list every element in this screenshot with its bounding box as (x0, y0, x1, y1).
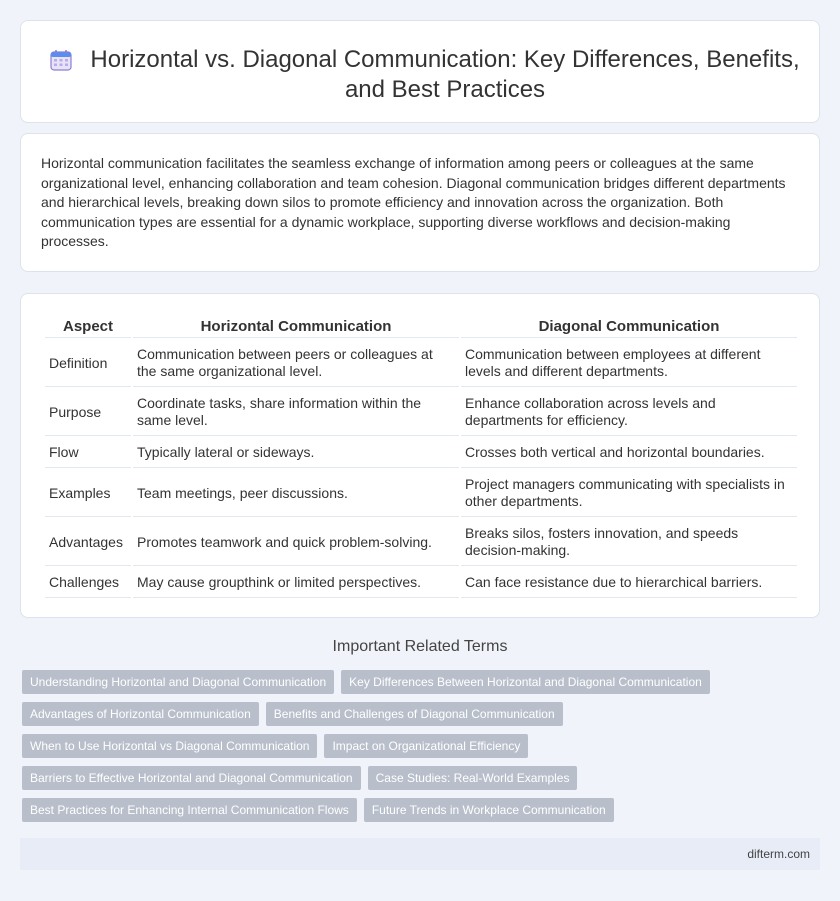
table-header-row (45, 314, 797, 338)
row-aspect: Examples (45, 470, 131, 517)
row-diagonal: Communication between employees at different levels and different departments. (461, 340, 797, 387)
related-term-tag[interactable]: Best Practices for Enhancing Internal Communication Flows (22, 798, 357, 822)
calendar-icon (49, 48, 73, 72)
related-terms-list (22, 670, 822, 822)
row-horizontal: May cause groupthink or limited perspectives. (133, 568, 459, 598)
row-aspect: Advantages (45, 519, 131, 566)
related-term-tag[interactable]: Future Trends in Workplace Communication (364, 798, 614, 822)
site-link[interactable]: difterm.com (747, 847, 810, 861)
related-term-tag[interactable]: Benefits and Challenges of Diagonal Communication (266, 702, 563, 726)
row-diagonal: Breaks silos, fosters innovation, and speeds decision-making. (461, 519, 797, 566)
table-row (45, 568, 797, 598)
related-term-tag[interactable]: Key Differences Between Horizontal and Diagonal Communication (341, 670, 710, 694)
table-row (45, 438, 797, 468)
page-title: Horizontal vs. Diagonal Communication: Key Differences, Benefits, and Best Practices (90, 46, 800, 103)
row-horizontal: Promotes teamwork and quick problem-solving. (133, 519, 459, 566)
header-diagonal: Diagonal Communication (461, 314, 797, 338)
row-diagonal: Enhance collaboration across levels and departments for efficiency. (461, 389, 797, 436)
intro-card (20, 133, 820, 272)
row-diagonal: Can face resistance due to hierarchical barriers. (461, 568, 797, 598)
row-horizontal: Coordinate tasks, share information within the same level. (133, 389, 459, 436)
header-horizontal: Horizontal Communication (133, 314, 459, 338)
header-aspect: Aspect (45, 314, 131, 338)
row-diagonal: Project managers communicating with specialists in other departments. (461, 470, 797, 517)
row-aspect: Flow (45, 438, 131, 468)
table-row (45, 340, 797, 387)
related-term-tag[interactable]: Advantages of Horizontal Communication (22, 702, 259, 726)
related-term-tag[interactable]: Case Studies: Real-World Examples (368, 766, 578, 790)
row-horizontal: Communication between peers or colleagues at the same organizational level. (133, 340, 459, 387)
row-horizontal: Team meetings, peer discussions. (133, 470, 459, 517)
comparison-table (43, 312, 799, 600)
table-row (45, 519, 797, 566)
related-term-tag[interactable]: Understanding Horizontal and Diagonal Communication (22, 670, 334, 694)
row-diagonal: Crosses both vertical and horizontal boundaries. (461, 438, 797, 468)
row-horizontal: Typically lateral or sideways. (133, 438, 459, 468)
title-card (20, 20, 820, 123)
related-term-tag[interactable]: Impact on Organizational Efficiency (324, 734, 528, 758)
table-row (45, 389, 797, 436)
related-terms-heading: Important Related Terms (332, 638, 508, 655)
intro-text: Horizontal communication facilitates the seamless exchange of information among peers or colleagues at the same organizational level, enhancing collaboration and team cohesion. Diagonal communication bridges different departments and hierarchical levels, breaking down silos to promote efficiency and innovation across the organization. Both communication types are essential for a dynamic workplace, supporting diverse workflows and decision-making processes. (41, 155, 786, 250)
comparison-table-card (20, 293, 820, 618)
table-row (45, 470, 797, 517)
row-aspect: Purpose (45, 389, 131, 436)
related-term-tag[interactable]: When to Use Horizontal vs Diagonal Communication (22, 734, 317, 758)
row-aspect: Definition (45, 340, 131, 387)
footer (20, 838, 820, 870)
related-term-tag[interactable]: Barriers to Effective Horizontal and Diagonal Communication (22, 766, 361, 790)
row-aspect: Challenges (45, 568, 131, 598)
